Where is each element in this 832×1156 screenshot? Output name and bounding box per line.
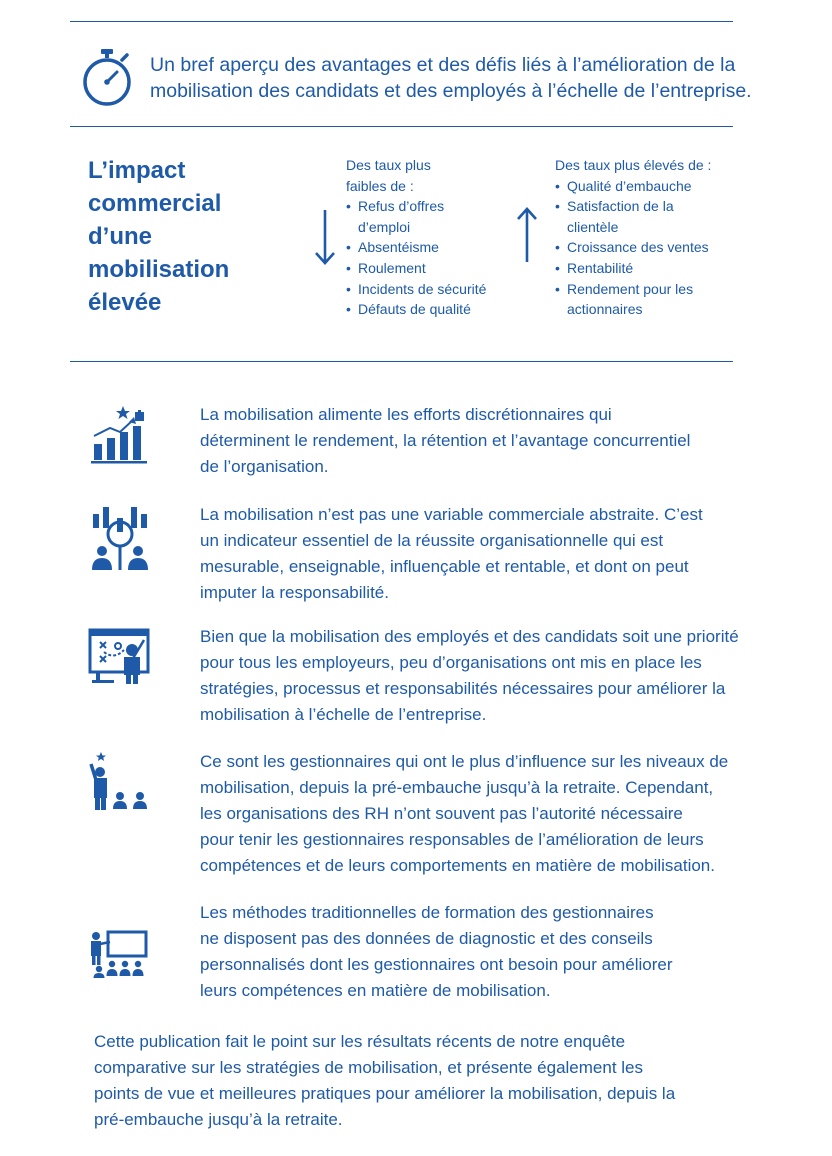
impact-title xyxy=(88,154,229,319)
point-line: imputer la responsabilité. xyxy=(200,583,389,602)
closing-paragraph xyxy=(94,1029,744,1133)
point-line: Bien que la mobilisation des employés et des candidats soit une priorité xyxy=(200,627,739,646)
point-line: déterminent le rendement, la rétention et l’avantage concurrentiel xyxy=(200,431,691,450)
point-line: Les méthodes traditionnelles de formation des gestionnaires xyxy=(200,903,654,922)
lower-rates-list xyxy=(346,155,526,320)
list-item-text: • Refus d’offres xyxy=(358,198,445,215)
list-item-text: • Roulement xyxy=(358,259,426,276)
impact-title-line: élevée xyxy=(88,289,162,316)
list-item-text: d’emploi xyxy=(358,218,411,235)
point-line: leurs compétences en matière de mobilisation. xyxy=(200,981,551,1000)
point-line: mobilisation à l’échelle de l’entreprise. xyxy=(200,705,487,724)
point-line: mesurable, enseignable, influençable et rentable, et dont on peut xyxy=(200,557,689,576)
impact-title-line: commercial xyxy=(88,190,222,217)
list-item xyxy=(555,237,745,258)
training-class-icon xyxy=(88,930,150,978)
point-line: de l’organisation. xyxy=(200,457,329,476)
point-line: un indicateur essentiel de la réussite organisationnelle qui est xyxy=(200,531,664,550)
list-item-text: • Incidents de sécurité xyxy=(358,280,487,297)
list-item-text: • Défauts de qualité xyxy=(358,301,471,318)
point-text xyxy=(200,502,780,606)
list-item-text: • Satisfaction de la xyxy=(567,198,674,215)
point-line: mobilisation, depuis la pré-embauche jusqu’à la retraite. Cependant, xyxy=(200,778,714,797)
higher-rates-heading: Des taux plus élevés de : xyxy=(555,157,712,173)
point-text xyxy=(200,749,800,879)
list-item xyxy=(346,279,526,300)
closing-line: pré-embauche jusqu’à la retraite. xyxy=(94,1110,343,1129)
list-item xyxy=(555,196,745,237)
list-item xyxy=(346,299,526,320)
manager-team-icon xyxy=(88,752,150,812)
intro-line: mobilisation des candidats et des employés à l’échelle de l’entreprise. xyxy=(150,80,752,102)
point-line: pour tenir les gestionnaires responsables de l’amélioration de leurs xyxy=(200,830,704,849)
list-item-text: • Rentabilité xyxy=(567,259,634,276)
arrow-down-icon xyxy=(313,208,337,266)
growth-chart-icon xyxy=(90,404,150,464)
point-line: ne disposent pas des données de diagnostic et des conseils xyxy=(200,929,653,948)
higher-rates-list xyxy=(555,155,745,320)
closing-line: Cette publication fait le point sur les résultats récents de notre enquête xyxy=(94,1032,626,1051)
strategy-board-icon xyxy=(88,628,150,686)
point-line: compétences et de leurs comportements en matière de mobilisation. xyxy=(200,856,715,875)
analytics-team-icon xyxy=(90,504,150,572)
list-item xyxy=(346,237,526,258)
point-text xyxy=(200,900,780,1004)
list-item-text: • Rendement pour les xyxy=(567,280,694,297)
impact-title-line: d’une xyxy=(88,223,152,250)
intro-line: Un bref aperçu des avantages et des défis liés à l’amélioration de la xyxy=(150,54,736,76)
list-item xyxy=(555,258,745,279)
stopwatch-icon xyxy=(80,48,134,108)
intro-bottom-rule xyxy=(70,126,733,127)
impact-title-line: L’impact xyxy=(88,157,186,184)
point-line: La mobilisation n’est pas une variable commerciale abstraite. C’est xyxy=(200,505,703,524)
list-item-text: actionnaires xyxy=(567,301,643,318)
list-item-text: clientèle xyxy=(567,218,619,235)
list-item-text: • Croissance des ventes xyxy=(567,239,709,256)
list-item xyxy=(555,176,745,197)
list-item xyxy=(346,258,526,279)
impact-title-line: mobilisation xyxy=(88,256,230,283)
impact-bottom-rule xyxy=(70,361,733,362)
lower-rates-heading: faibles de : xyxy=(346,177,414,194)
lower-rates-heading: Des taux plus xyxy=(346,157,431,173)
list-item xyxy=(555,279,745,320)
point-line: les organisations des RH n’ont souvent pas l’autorité nécessaire xyxy=(200,804,683,823)
point-line: Ce sont les gestionnaires qui ont le plus d’influence sur les niveaux de xyxy=(200,752,729,771)
point-text xyxy=(200,624,790,728)
point-line: La mobilisation alimente les efforts discrétionnaires qui xyxy=(200,405,612,424)
list-item-text: • Absentéisme xyxy=(358,239,439,256)
arrow-up-icon xyxy=(515,206,539,264)
point-line: pour tous les employeurs, peu d’organisations ont mis en place les xyxy=(200,653,702,672)
top-rule xyxy=(70,21,733,22)
closing-line: points de vue et meilleures pratiques pour améliorer la mobilisation, depuis la xyxy=(94,1084,676,1103)
intro-text xyxy=(150,52,770,104)
list-item xyxy=(346,196,526,237)
point-text xyxy=(200,402,780,480)
closing-line: comparative sur les stratégies de mobilisation, et présente également les xyxy=(94,1058,644,1077)
list-item-text: • Qualité d’embauche xyxy=(567,177,692,194)
point-line: stratégies, processus et responsabilités nécessaires pour améliorer la xyxy=(200,679,726,698)
point-line: personnalisés dont les gestionnaires ont besoin pour améliorer xyxy=(200,955,673,974)
